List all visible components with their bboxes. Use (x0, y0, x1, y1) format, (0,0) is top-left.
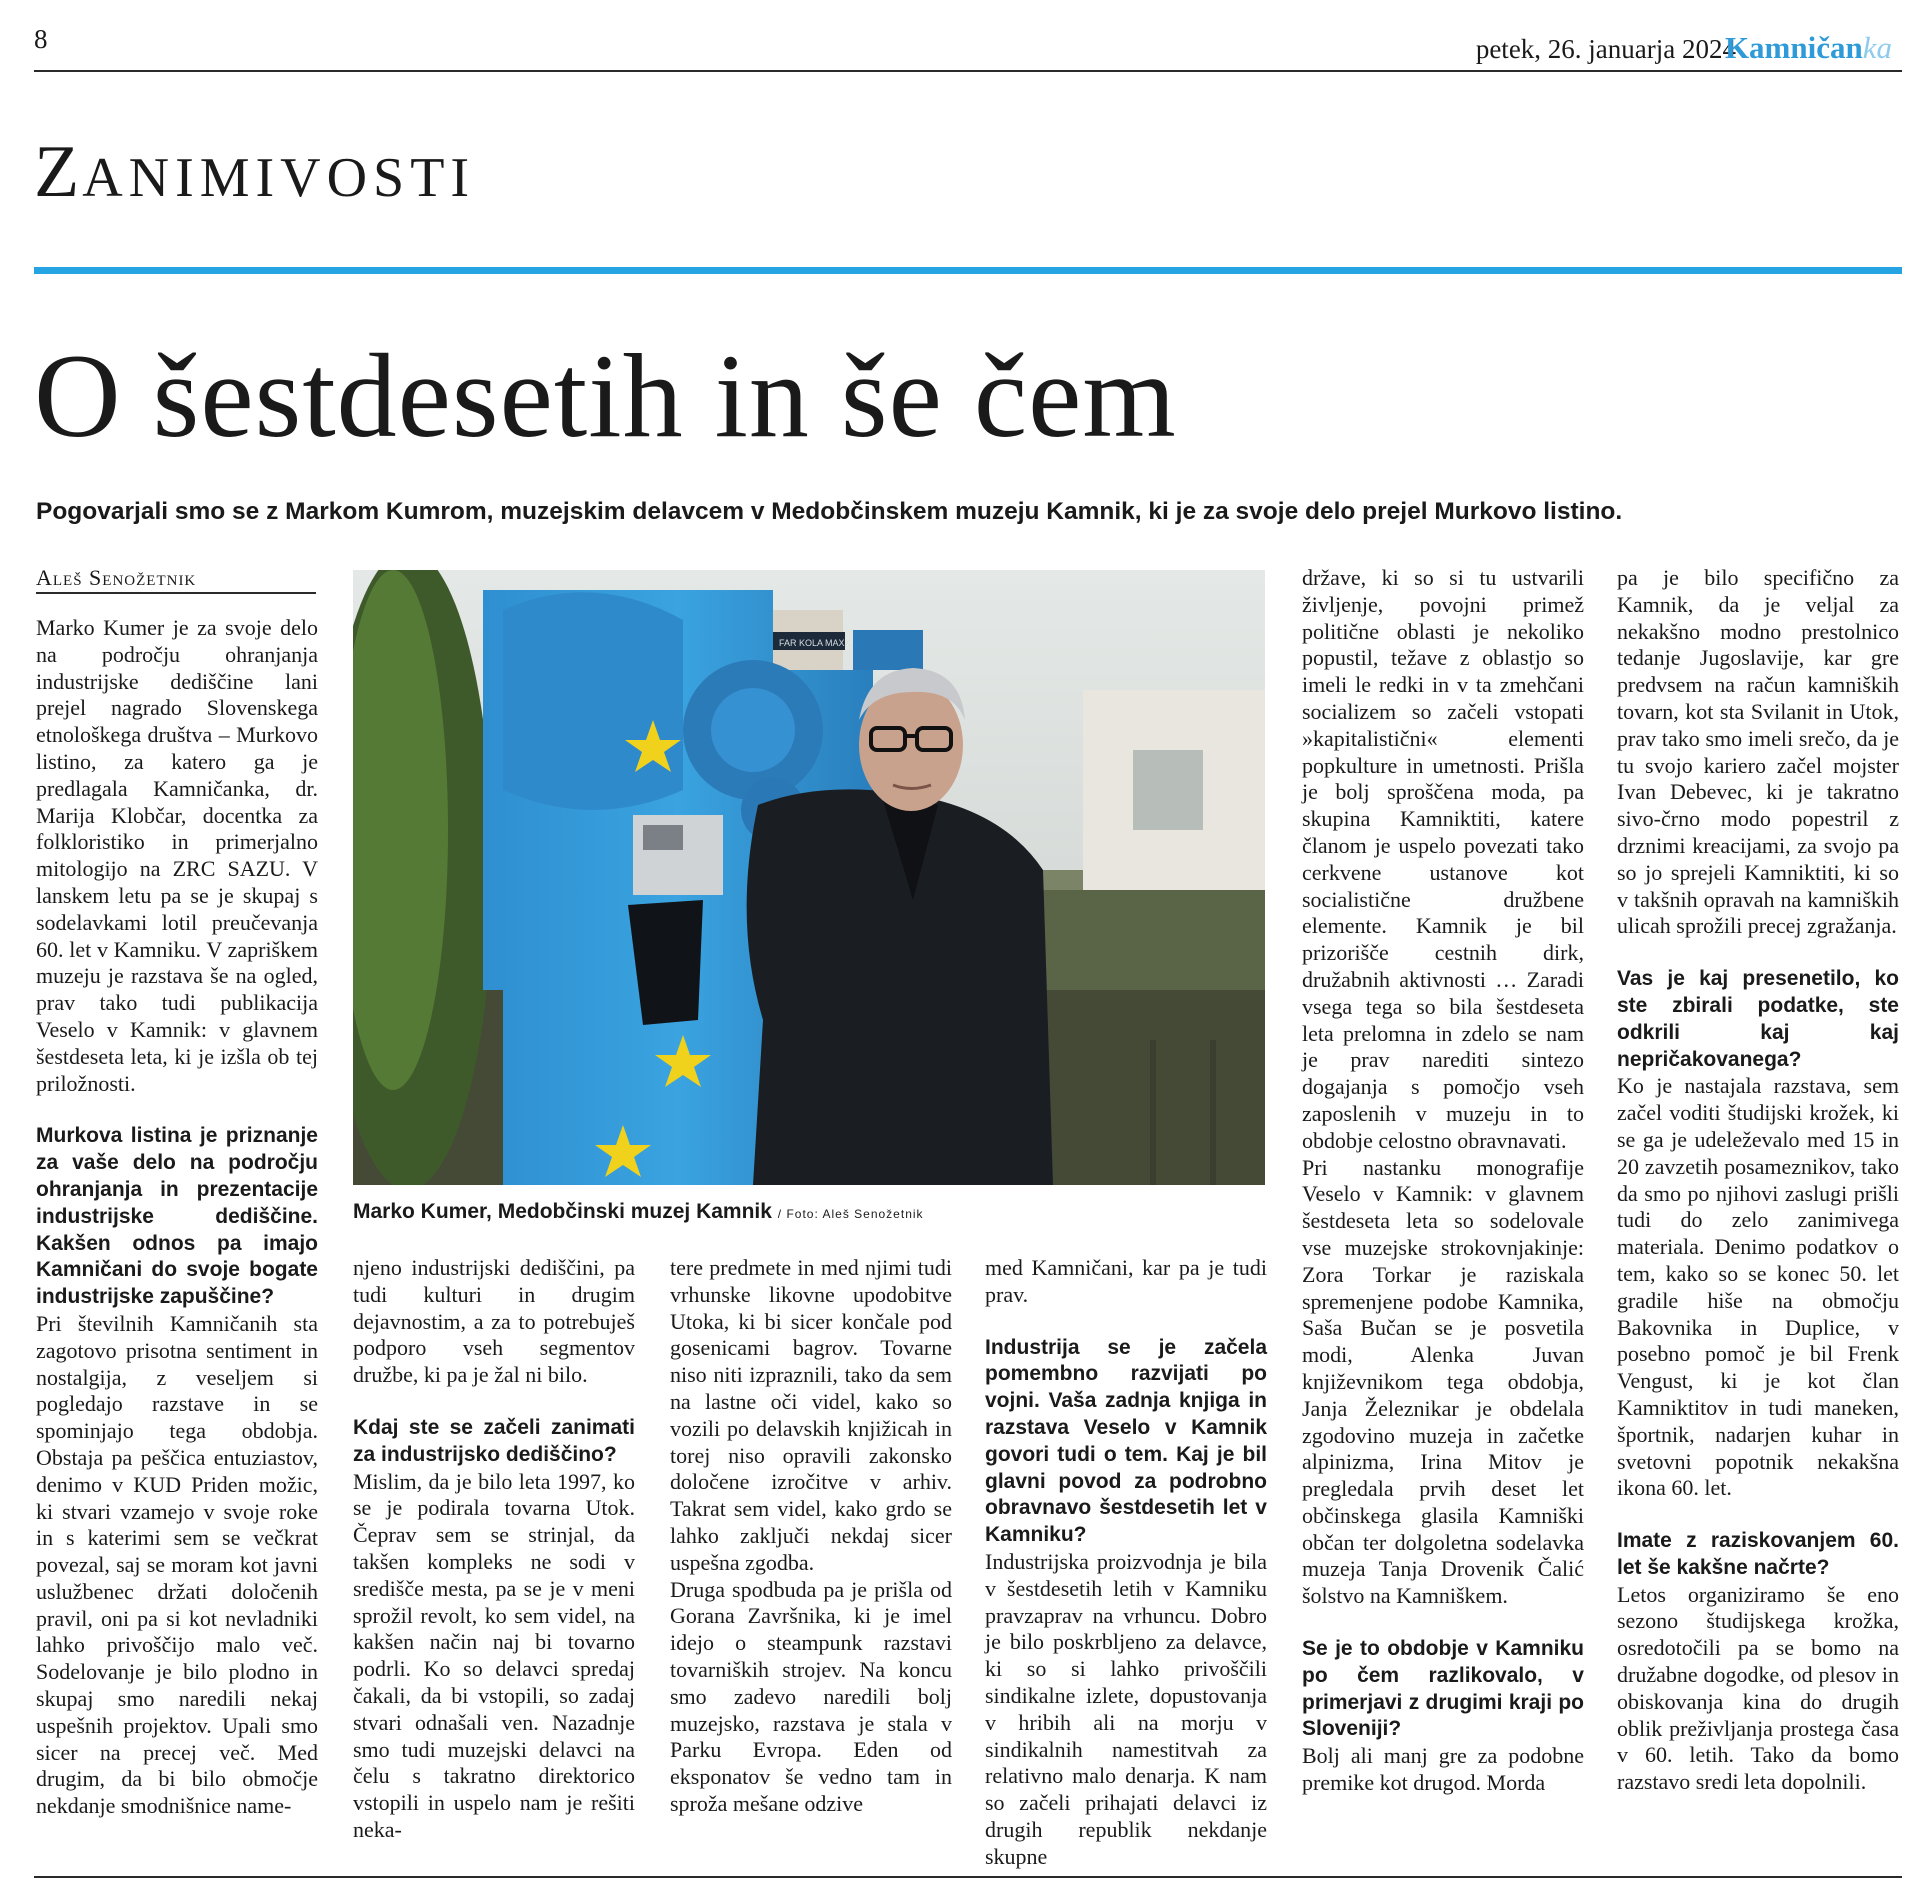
page-number: 8 (34, 24, 48, 54)
machine-label: FAR KOLA MAXX (779, 638, 851, 648)
section-rule (34, 267, 1902, 274)
paragraph: Industrijska proizvodnja je bila v šestdesetih letih v Kamniku pravzaprav na vrhuncu. Dobro je bilo poskrbljeno za delavce, ki so si lahko privoščili sindikalne izlete, dopustovanja v hribih ali na morju v sindikalnih namestitvah za relativno malo denarja. K nam so začeli prihajati delavci iz drugih republik nekdanje skupne (985, 1548, 1267, 1869)
photo-illustration (353, 570, 1265, 1185)
article-photo (353, 570, 1265, 1185)
question: Imate z raziskovanjem 60. let še kakšne načrte? (1617, 1529, 1899, 1579)
paragraph: med Kamničani, kar pa je tudi prav. (985, 1255, 1267, 1307)
question: Se je to obdobje v Kamniku po čem razlikovalo, v primerjavi z drugimi kraji po Sloveniji? (1302, 1637, 1584, 1741)
photo-caption (353, 1200, 924, 1224)
section-initial: Z (34, 131, 83, 213)
newspaper-logo (1725, 30, 1892, 66)
paragraph: tere predmete in med njimi tudi vrhunske likovne upodobitve Utoka, ki bi sicer končale pod gosenicami bagrov. Tovarne niso niti izpraznili, tako da sem na lastne oči videl, kako so vozili po delavskih knjižicah in torej niso opravili zakonsko določene izročitve v arhiv. Takrat sem videl, kako grdo se lahko zaključi nekdaj sicer uspešna zgodba. (670, 1255, 952, 1575)
paragraph: države, ki so si tu ustvarili življenje, povojni primež politične oblasti je nekoliko popustil, težave z oblastjo so imeli le redki in v ta zmehčani socializem so začeli vstopati »kapitalistični« elementi popkulture in umetnosti. Prišla je bolj sproščena moda, pa skupina Kamniktiti, katere članom je uspelo povezati tako cerkvene ustanove kot socialistične družbene elemente. Kamnik je bil prizorišče cestnih dirk, družabnih aktivnosti … Zaradi vsega tega so bila šestdeseta leta prelomna in zdelo se nam je prav narediti sintezo dogajanja s pomočjo vseh zaposlenih v muzeju in to obdobje celostno obravnavati. (1302, 565, 1584, 1153)
author-rule (36, 592, 316, 594)
footer-rule (34, 1876, 1902, 1878)
header-rule (34, 70, 1902, 72)
paragraph: Marko Kumer je za svoje delo na področju ohranjanja industrijske dediščine lani prejel nagrado Slovenskega etnološkega društva – Murkovo listino, za katero ga je predlagala Kamničanka, dr. Marija Klobčar, docentka za folkloristiko in primerjalno mitologijo na ZRC SAZU. V lanskem letu pa se je skupaj s sodelavkami lotil preučevanja 60. let v Kamniku. V zapriškem muzeju je razstava še na ogled, prav tako tudi publikacija Veselo v Kamnik: v glavnem šestdeseta leta, ki je izšla ob tej priložnosti. (36, 615, 318, 1096)
issue-date: petek, 26. januarja 2024 (1475, 34, 1736, 64)
article-headline: O šestdesetih in še čem (34, 329, 1177, 462)
column-1 (36, 615, 318, 1820)
logo-suffix: ka (1862, 30, 1892, 65)
column-2 (353, 1255, 635, 1844)
section-rest: ANIMIVOSTI (82, 147, 476, 209)
paragraph: Letos organiziramo še eno sezono študijskega krožka, osredotočili pa se bomo na družabne dogodke, od plesov in obiskovanja kina do drugih oblik preživljanja prostega časa v 60. letih. Tako da bomo razstavo sredi leta dopolnili. (1617, 1581, 1899, 1795)
paragraph: Druga spodbuda pa je prišla od Gorana Završnika, ki je imel idejo o steampunk razstavi tovarniških strojev. Na koncu smo zadevo naredili bolj muzejsko, razstava je stala v Parku Evropa. Eden od eksponatov še vedno tam in sproža mešane odzive (670, 1576, 952, 1816)
paragraph: Ko je nastajala razstava, sem začel voditi študijski krožek, ki se ga je udeleževalo med 15 in 20 zavzetih posameznikov, tako da smo po njihovi zaslugi prišli tudi do zelo zanimivega materiala. Denimo podatkov o tem, kako so se konec 50. let gradile hiše na območju Bakovnika in Duplice, v posebno pomoč je bil Frenk Vengust, ki je kot član Kamniktitov in tudi maneken, športnik, nadarjen kuhar in svetovni popotnik nekakšna ikona 60. let. (1617, 1073, 1899, 1501)
paragraph: njeno industrijski dediščini, pa tudi kulturi in drugim dejavnostim, a za to potrebuješ podporo vseh segmentov družbe, ki pa je žal ni bilo. (353, 1255, 635, 1388)
question: Kdaj ste se začeli zanimati za industrijsko dediščino? (353, 1415, 635, 1466)
caption-text: Marko Kumer, Medobčinski muzej Kamnik (353, 1200, 772, 1223)
paragraph: Bolj ali manj gre za podobne premike kot drugod. Morda (1302, 1743, 1584, 1796)
column-3 (670, 1255, 952, 1818)
column-5 (1302, 565, 1584, 1797)
paragraph: pa je bilo specifično za Kamnik, da je veljal za nekakšno modno prestolnico tedanje Jugoslavije, kar gre predvsem na račun kamniških tovarn, kot sta Svilanit in Utok, prav tako smo imeli srečo, da je tu svojo kariero začel mojster Ivan Debevec, ki je takratno sivo-črno modo popestril z drznimi kreacijami, za svojo pa so jo sprejeli Kamniktiti, ki so v takšnih opravah na kamniških ulicah sprožili precej zgražanja. (1617, 565, 1899, 939)
question: Murkova listina je priznanje za vaše delo na področju ohranjanja in prezentacije industrijske dediščine. Kakšen odnos pa imajo Kamničani do svoje bogate industrijske zapuščine? (36, 1124, 318, 1309)
paragraph: Mislim, da je bilo leta 1997, ko se je podirala tovarna Utok. Čeprav sem se strinjal, da takšen kompleks ne sodi v središče mesta, pa se je v meni sprožil revolt, ko sem videl, na kakšen način naj bi tovarno podrli. Ko so delavci spredaj čakali, da bi vstopili, so zadaj stvari odnašali ven. Nazadnje smo tudi muzejski delavci na čelu s takratno direktorico vstopili in uspelo nam je rešiti neka- (353, 1468, 635, 1842)
paragraph: Pri nastanku monografije Veselo v Kamnik: v glavnem šestdeseta leta so sodelovale vse muzejske strokovnjakinje: Zora Torkar je raziskala spremenjene podobe Kamnika, Saša Bučan se je posvetila modi, Alenka Juvan književnikom tega obdobja, Janja Železnikar je obdelala zgodovino muzeja in začetke alpinizma, Irina Mitov je pregledala prvih deset let občinskega glasila Kamniški občan ter dolgoletna sodelavka muzeja Tanja Drovenik Čalić šolstvo na Kamniškem. (1302, 1154, 1584, 1609)
article-lead: Pogovarjali smo se z Markom Kumrom, muzejskim delavcem v Medobčinskem muzeju Kamnik, ki je za svoje delo prejel Murkovo listino. (36, 498, 1623, 525)
column-6 (1617, 565, 1899, 1796)
question: Industrija se je začela pomembno razvijati po vojni. Vaša zadnja knjiga in razstava Veselo v Kamnik govori tudi o tem. Kaj je bil glavni povod za podrobno obravnavo šestdesetih let v Kamniku? (985, 1335, 1267, 1547)
column-4 (985, 1255, 1267, 1871)
photo-credit: / Foto: Aleš Senožetnik (777, 1207, 924, 1221)
section-title (34, 130, 475, 215)
question: Vas je kaj presenetilo, ko ste zbirali podatke, ste odkrili kaj kaj nepričakovanega? (1617, 967, 1899, 1071)
logo-main: Kamničan (1724, 30, 1863, 65)
paragraph: Pri številnih Kamničanih sta zagotovo prisotna sentiment in nostalgija, z veseljem si pogledajo razstave in se spominjajo tega obdobja. Obstaja pa peščica entuziastov, denimo v KUD Priden možic, ki stvari vzamejo v svoje roke in s katerimi sem se večkrat povezal, saj se moram kot javni uslužbenec držati določenih pravil, oni pa si kot nevladniki lahko privoščijo malo več. Sodelovanje je bilo plodno in skupaj smo naredili nekaj uspešnih projektov. Upali smo sicer na precej več. Med drugim, da bi bilo območje nekdanje smodnišnice name- (36, 1310, 318, 1819)
article-author: Aleš Senožetnik (36, 565, 197, 590)
